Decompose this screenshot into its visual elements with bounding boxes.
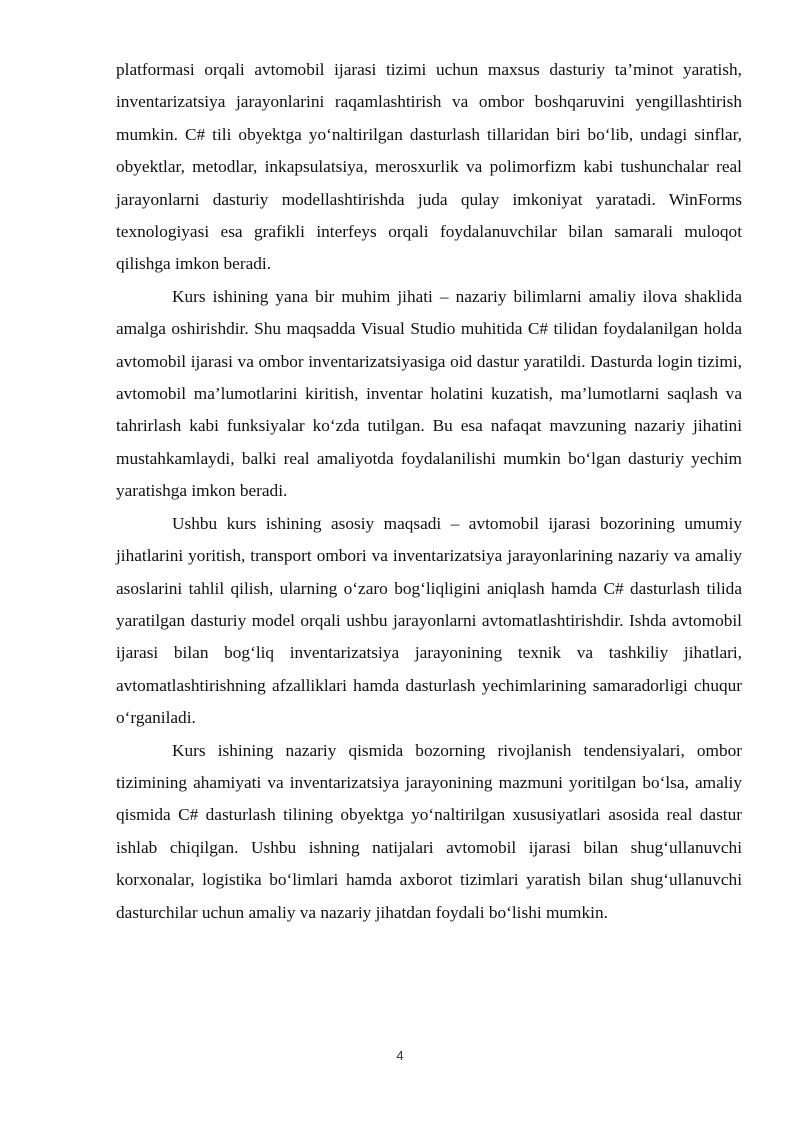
paragraph-main-goal: Ushbu kurs ishining asosiy maqsadi – avtomobil ijarasi bozorining umumiy jihatlarini yoritish, transport ombori va inventarizatsiya jarayonlarining nazariy va amaliy asoslarini tahlil qilish, ularning o‘zaro bog‘liqligini aniqlash hamda C# dasturlash tilida yaratilgan dasturiy model orqali ushbu jarayonlarni avtomatlashtirishdir. Ishda avtomobil ijarasi bilan bog‘liq inventarizatsiya jarayonining texnik va tashkiliy jihatlari, avtomatlashtirishning afzalliklari hamda dasturlash yechimlarining samaradorligi chuqur o‘rganiladi.	[116, 513, 742, 728]
paragraph-structure-summary: Kurs ishining nazariy qismida bozorning rivojlanish tendensiyalari, ombor tizimining ahamiyati va inventarizatsiya jarayonining mazmuni yoritilgan bo‘lsa, amaliy qismida C# dasturlash tilining obyektga yo‘naltirilgan xususiyatlari asosida real dastur ishlab chiqilgan. Ushbu ishning natijalari avtomobil ijarasi bilan shug‘ullanuvchi korxonalar, logistika bo‘limlari hamda axborot tizimlari yaratish bilan shug‘ullanuvchi dasturchilar uchun amaliy va nazariy jihatdan foydali bo‘lishi mumkin.	[116, 740, 742, 922]
paragraph-continuation: platformasi orqali avtomobil ijarasi tizimi uchun maxsus dasturiy ta’minot yaratish, inventarizatsiya jarayonlarini raqamlashtirish va ombor boshqaruvini yengillashtirish mumkin. C# tili obyektga yo‘naltirilgan dasturlash tillaridan biri bo‘lib, undagi sinflar, obyektlar, metodlar, inkapsulatsiya, merosxurlik va polimorfizm kabi tushunchalar real jarayonlarni dasturiy modellashtirishda juda qulay imkoniyat yaratadi. WinForms texnologiyasi esa grafikli interfeys orqali foydalanuvchilar bilan samarali muloqot qilishga imkon beradi.	[116, 60, 742, 274]
page-number: 4	[396, 1048, 404, 1063]
document-body	[116, 54, 742, 929]
paragraph-practical-aspect: Kurs ishining yana bir muhim jihati – nazariy bilimlarni amaliy ilova shaklida amalga oshirishdir. Shu maqsadda Visual Studio muhitida C# tilidan foydalanilgan holda avtomobil ijarasi va ombor inventarizatsiyasiga oid dastur yaratildi. Dasturda login tizimi, avtomobil ma’lumotlarini kiritish, inventar holatini kuzatish, ma’lumotlarni saqlash va tahrirlash kabi funksiyalar ko‘zda tutilgan. Bu esa nafaqat mavzuning nazariy jihatini mustahkamlaydi, balki real amaliyotda foydalanilishi mumkin bo‘lgan dasturiy yechim yaratishga imkon beradi.	[116, 286, 742, 501]
